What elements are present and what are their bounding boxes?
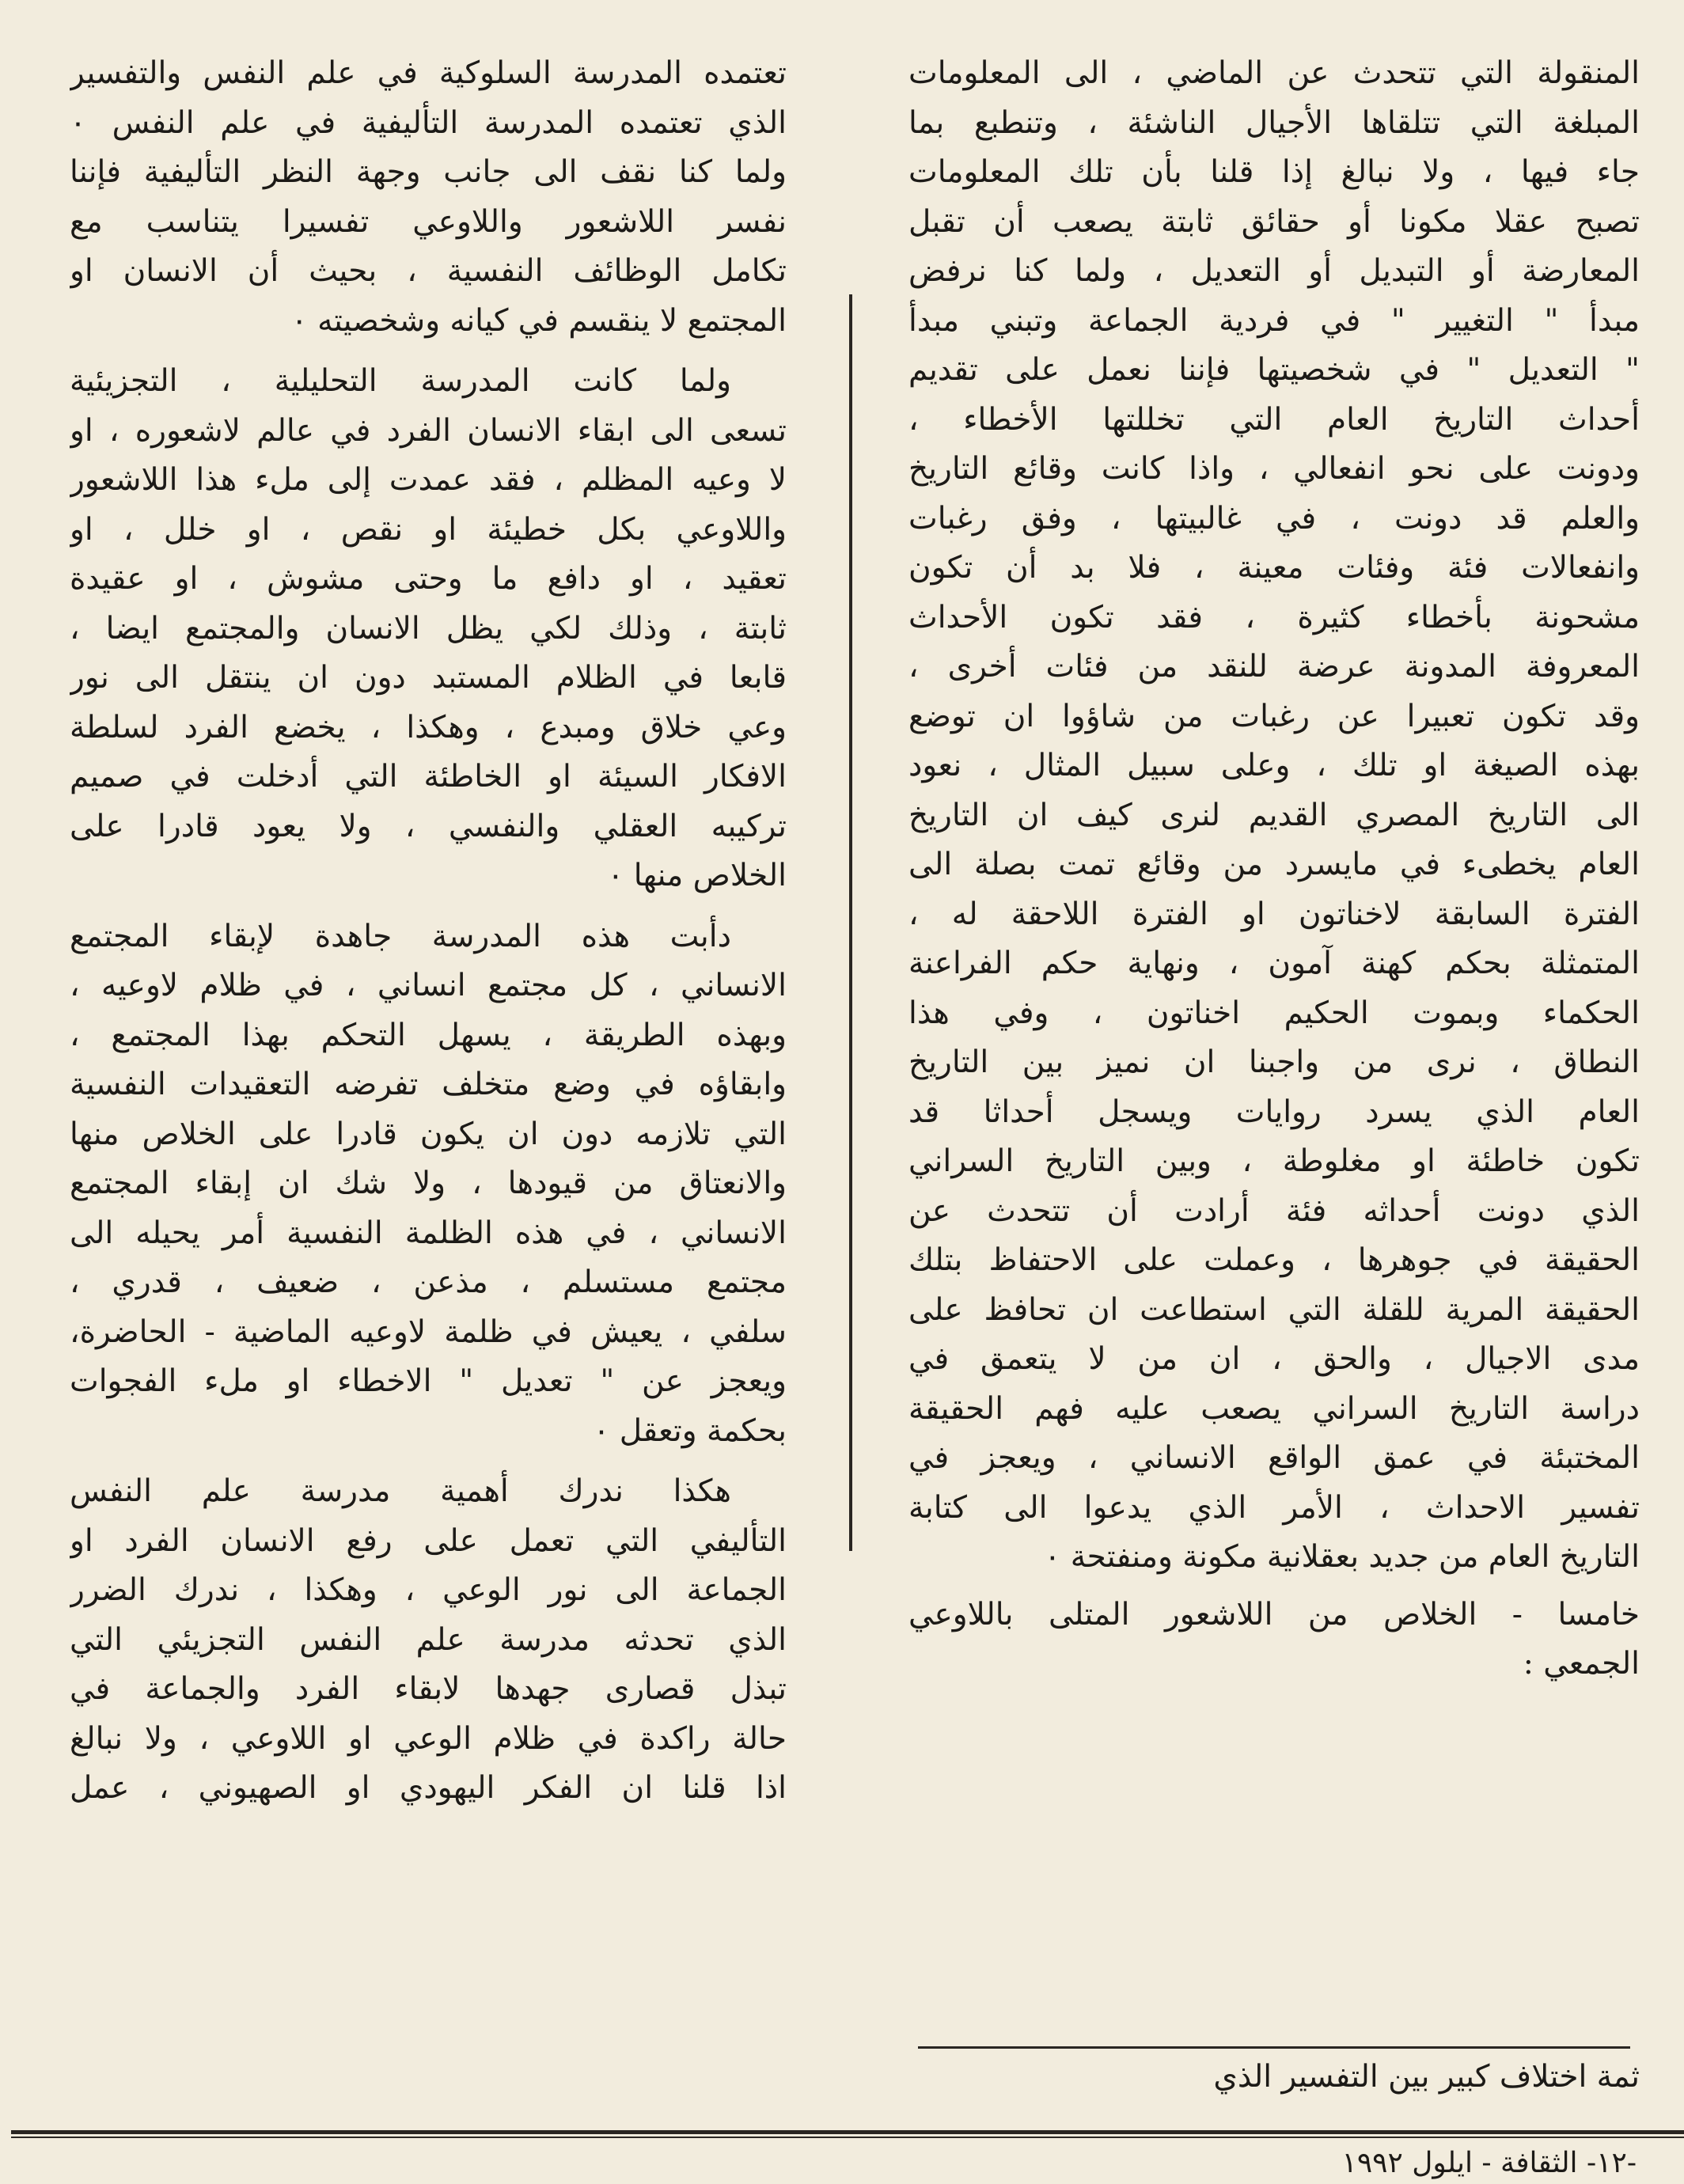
text-line: أحداث التاريخ العام التي تخللتها الأخطاء ، [908, 401, 1640, 438]
text-line: وقد تكون تعبيرا عن رغبات من شاؤوا ان توضع [908, 698, 1640, 734]
text-line: ثابتة ، وذلك لكي يظل الانسان والمجتمع ايضا ، [70, 610, 787, 646]
text-line: المختبئة في عمق الواقع الانساني ، ويعجز في [908, 1440, 1640, 1476]
left-column [70, 49, 787, 1814]
text-line: تصبح عقلا مكونا أو حقائق ثابتة يصعب أن تقبل [908, 203, 1640, 240]
text-line: لا وعيه المظلم ، فقد عمدت إلى ملء هذا اللاشعور [70, 462, 787, 498]
text-line: مدى الاجيال ، والحق ، ان من لا يتعمق في [908, 1341, 1640, 1377]
column-divider [849, 294, 852, 1551]
text-line: نفسر اللاشعور واللاوعي تفسيرا يتناسب مع [70, 203, 787, 240]
text-line: المنقولة التي تتحدث عن الماضي ، الى المعلومات [908, 55, 1640, 91]
text-line: المجتمع لا ينقسم في كيانه وشخصيته ٠ [290, 302, 787, 339]
text-line: والانعتاق من قيودها ، ولا شك ان إبقاء المجتمع [70, 1166, 787, 1201]
text-line: التي تلازمه دون ان يكون قادرا على الخلاص منها [70, 1116, 787, 1152]
text-line: حالة راكدة في ظلام الوعي او اللاوعي ، ولا نبالغ [70, 1720, 787, 1757]
text-line: بهذه الصيغة او تلك ، وعلى سبيل المثال ، نعود [908, 748, 1640, 783]
text-line: اذا قلنا ان الفكر اليهودي او الصهيوني ، عمل [70, 1770, 787, 1806]
bottom-rule [11, 2130, 1684, 2134]
text-line: والعلم قد دونت ، في غالبيتها ، وفق رغبات [908, 500, 1640, 537]
text-line: تعتمده المدرسة السلوكية في علم النفس والتفسير [70, 55, 787, 91]
text-line: الذي دونت أحداثه فئة أرادت أن تتحدث عن [908, 1192, 1640, 1229]
bottom-rule-thin [11, 2137, 1684, 2138]
text-line: تعقيد ، او دافع ما وحتى مشوش ، او عقيدة [70, 561, 787, 597]
right-column [908, 49, 1640, 1689]
footnote-rule [918, 2046, 1630, 2049]
subheading-line: خامسا - الخلاص من اللاشعور المتلى باللاوعي [908, 1596, 1640, 1632]
text-line: الحكماء وبموت الحكيم اخناتون ، وفي هذا [908, 995, 1640, 1031]
text-line: الى التاريخ المصري القديم لنرى كيف ان التاريخ [908, 797, 1640, 833]
text-line: قابعا في الظلام المستبد دون ان ينتقل الى نور [70, 660, 787, 696]
text-line: تسعى الى ابقاء الانسان الفرد في عالم لاشعوره ، او [70, 412, 787, 449]
text-line: وابقاؤه في وضع متخلف تفرضه التعقيدات النفسية [70, 1067, 787, 1102]
text-line: الحقيقة في جوهرها ، وعملت على الاحتفاظ بتلك [908, 1242, 1640, 1278]
text-line: دأبت هذه المدرسة جاهدة لإبقاء المجتمع [70, 918, 731, 954]
text-line: وعي خلاق ومبدع ، وهكذا ، يخضع الفرد لسلطة [70, 709, 787, 745]
text-line: المتمثلة بحكم كهنة آمون ، ونهاية حكم الفراعنة [908, 946, 1640, 981]
text-line: الخلاص منها ٠ [607, 858, 787, 893]
page-footer: -١٢- الثقافة - ايلول ١٩٩٢ [1341, 2147, 1637, 2179]
text-line: مبدأ " التغيير " في فردية الجماعة وتبني مبدأ [908, 302, 1640, 339]
text-line: تركيبه العقلي والنفسي ، ولا يعود قادرا على [70, 808, 787, 844]
text-line: ولما كانت المدرسة التحليلية ، التجزيئية [70, 363, 731, 399]
text-line: جاء فيها ، ولا نبالغ إذا قلنا بأن تلك المعلومات [908, 154, 1640, 190]
text-line: الجماعة الى نور الوعي ، وهكذا ، ندرك الضرر [70, 1572, 787, 1608]
text-line: هكذا ندرك أهمية مدرسة علم النفس [70, 1473, 731, 1509]
section-subheading [908, 1591, 1640, 1689]
text-line: المبلغة التي تتلقاها الأجيال الناشئة ، وتنطبع بما [908, 104, 1640, 141]
subheading-line: الجمعي : [1523, 1646, 1640, 1682]
text-line: تبذل قصارى جهدها لابقاء الفرد والجماعة في [70, 1671, 787, 1707]
text-line: مشحونة بأخطاء كثيرة ، فقد تكون الأحداث [908, 599, 1640, 635]
text-line: الانساني ، في هذه الظلمة النفسية أمر يحيله الى [70, 1215, 787, 1251]
text-line: الفترة السابقة لاخناتون او الفترة اللاحقة له ، [908, 896, 1640, 932]
text-line: تفسير الاحداث ، الأمر الذي يدعوا الى كتابة [908, 1489, 1640, 1526]
text-line: " التعديل " في شخصيتها فإننا نعمل على تقديم [908, 352, 1640, 388]
text-line: دراسة التاريخ السراني يصعب عليه فهم الحقيقة [908, 1390, 1640, 1427]
text-line: ولما كنا نقف الى جانب وجهة النظر التأليفية فإننا [70, 154, 787, 190]
paragraph [70, 1467, 787, 1814]
text-line: وانفعالات فئة وفئات معينة ، فلا بد أن تكون [908, 550, 1640, 586]
text-line: مجتمع مستسلم ، مذعن ، ضعيف ، قدري ، [70, 1265, 787, 1300]
right-column-body [908, 49, 1640, 1583]
text-line: سلفي ، يعيش في ظلمة لاوعيه الماضية - الحاضرة، [70, 1314, 787, 1350]
text-line: الانساني ، كل مجتمع انساني ، في ظلام لاوعيه ، [70, 968, 787, 1003]
text-line: الذي تحدثه مدرسة علم النفس التجزيئي التي [70, 1621, 787, 1658]
text-line: العام يخطىء في مايسرد من وقائع تمت بصلة الى [908, 847, 1640, 882]
text-line: تكامل الوظائف النفسية ، بحيث أن الانسان او [70, 253, 787, 289]
text-line: الذي تعتمده المدرسة التأليفية في علم النفس ٠ [70, 104, 787, 141]
text-line: الحقيقة المرية للقلة التي استطاعت ان تحافظ على [908, 1291, 1640, 1328]
text-line: الافكار السيئة او الخاطئة التي أدخلت في صميم [70, 759, 787, 794]
paragraph [70, 49, 787, 346]
footnote-text: ثمة اختلاف كبير بين التفسير الذي [1213, 2059, 1640, 2095]
paragraph [70, 357, 787, 901]
text-line: المعروفة المدونة عرضة للنقد من فئات أخرى ، [908, 649, 1640, 684]
text-line: النطاق ، نرى من واجبنا ان نميز بين التاريخ [908, 1045, 1640, 1080]
text-line: واللاوعي بكل خطيئة او نقص ، او خلل ، او [70, 511, 787, 548]
text-line: التاريخ العام من جديد بعقلانية مكونة ومنفتحة ٠ [1044, 1539, 1640, 1575]
text-line: التأليفي التي تعمل على رفع الانسان الفرد او [70, 1522, 787, 1559]
text-line: وبهذه الطريقة ، يسهل التحكم بهذا المجتمع ، [70, 1017, 787, 1053]
text-line: العام الذي يسرد روايات ويسجل أحداثا قد [908, 1094, 1640, 1130]
text-line: ويعجز عن " تعديل " الاخطاء او ملء الفجوات [70, 1363, 787, 1399]
text-line: تكون خاطئة او مغلوطة ، وبين التاريخ السراني [908, 1143, 1640, 1179]
text-line: ودونت على نحو انفعالي ، واذا كانت وقائع التاريخ [908, 451, 1640, 487]
paragraph [70, 912, 787, 1457]
text-line: المعارضة أو التبديل أو التعديل ، ولما كنا نرفض [908, 253, 1640, 289]
text-line: بحكمة وتعقل ٠ [593, 1412, 787, 1449]
